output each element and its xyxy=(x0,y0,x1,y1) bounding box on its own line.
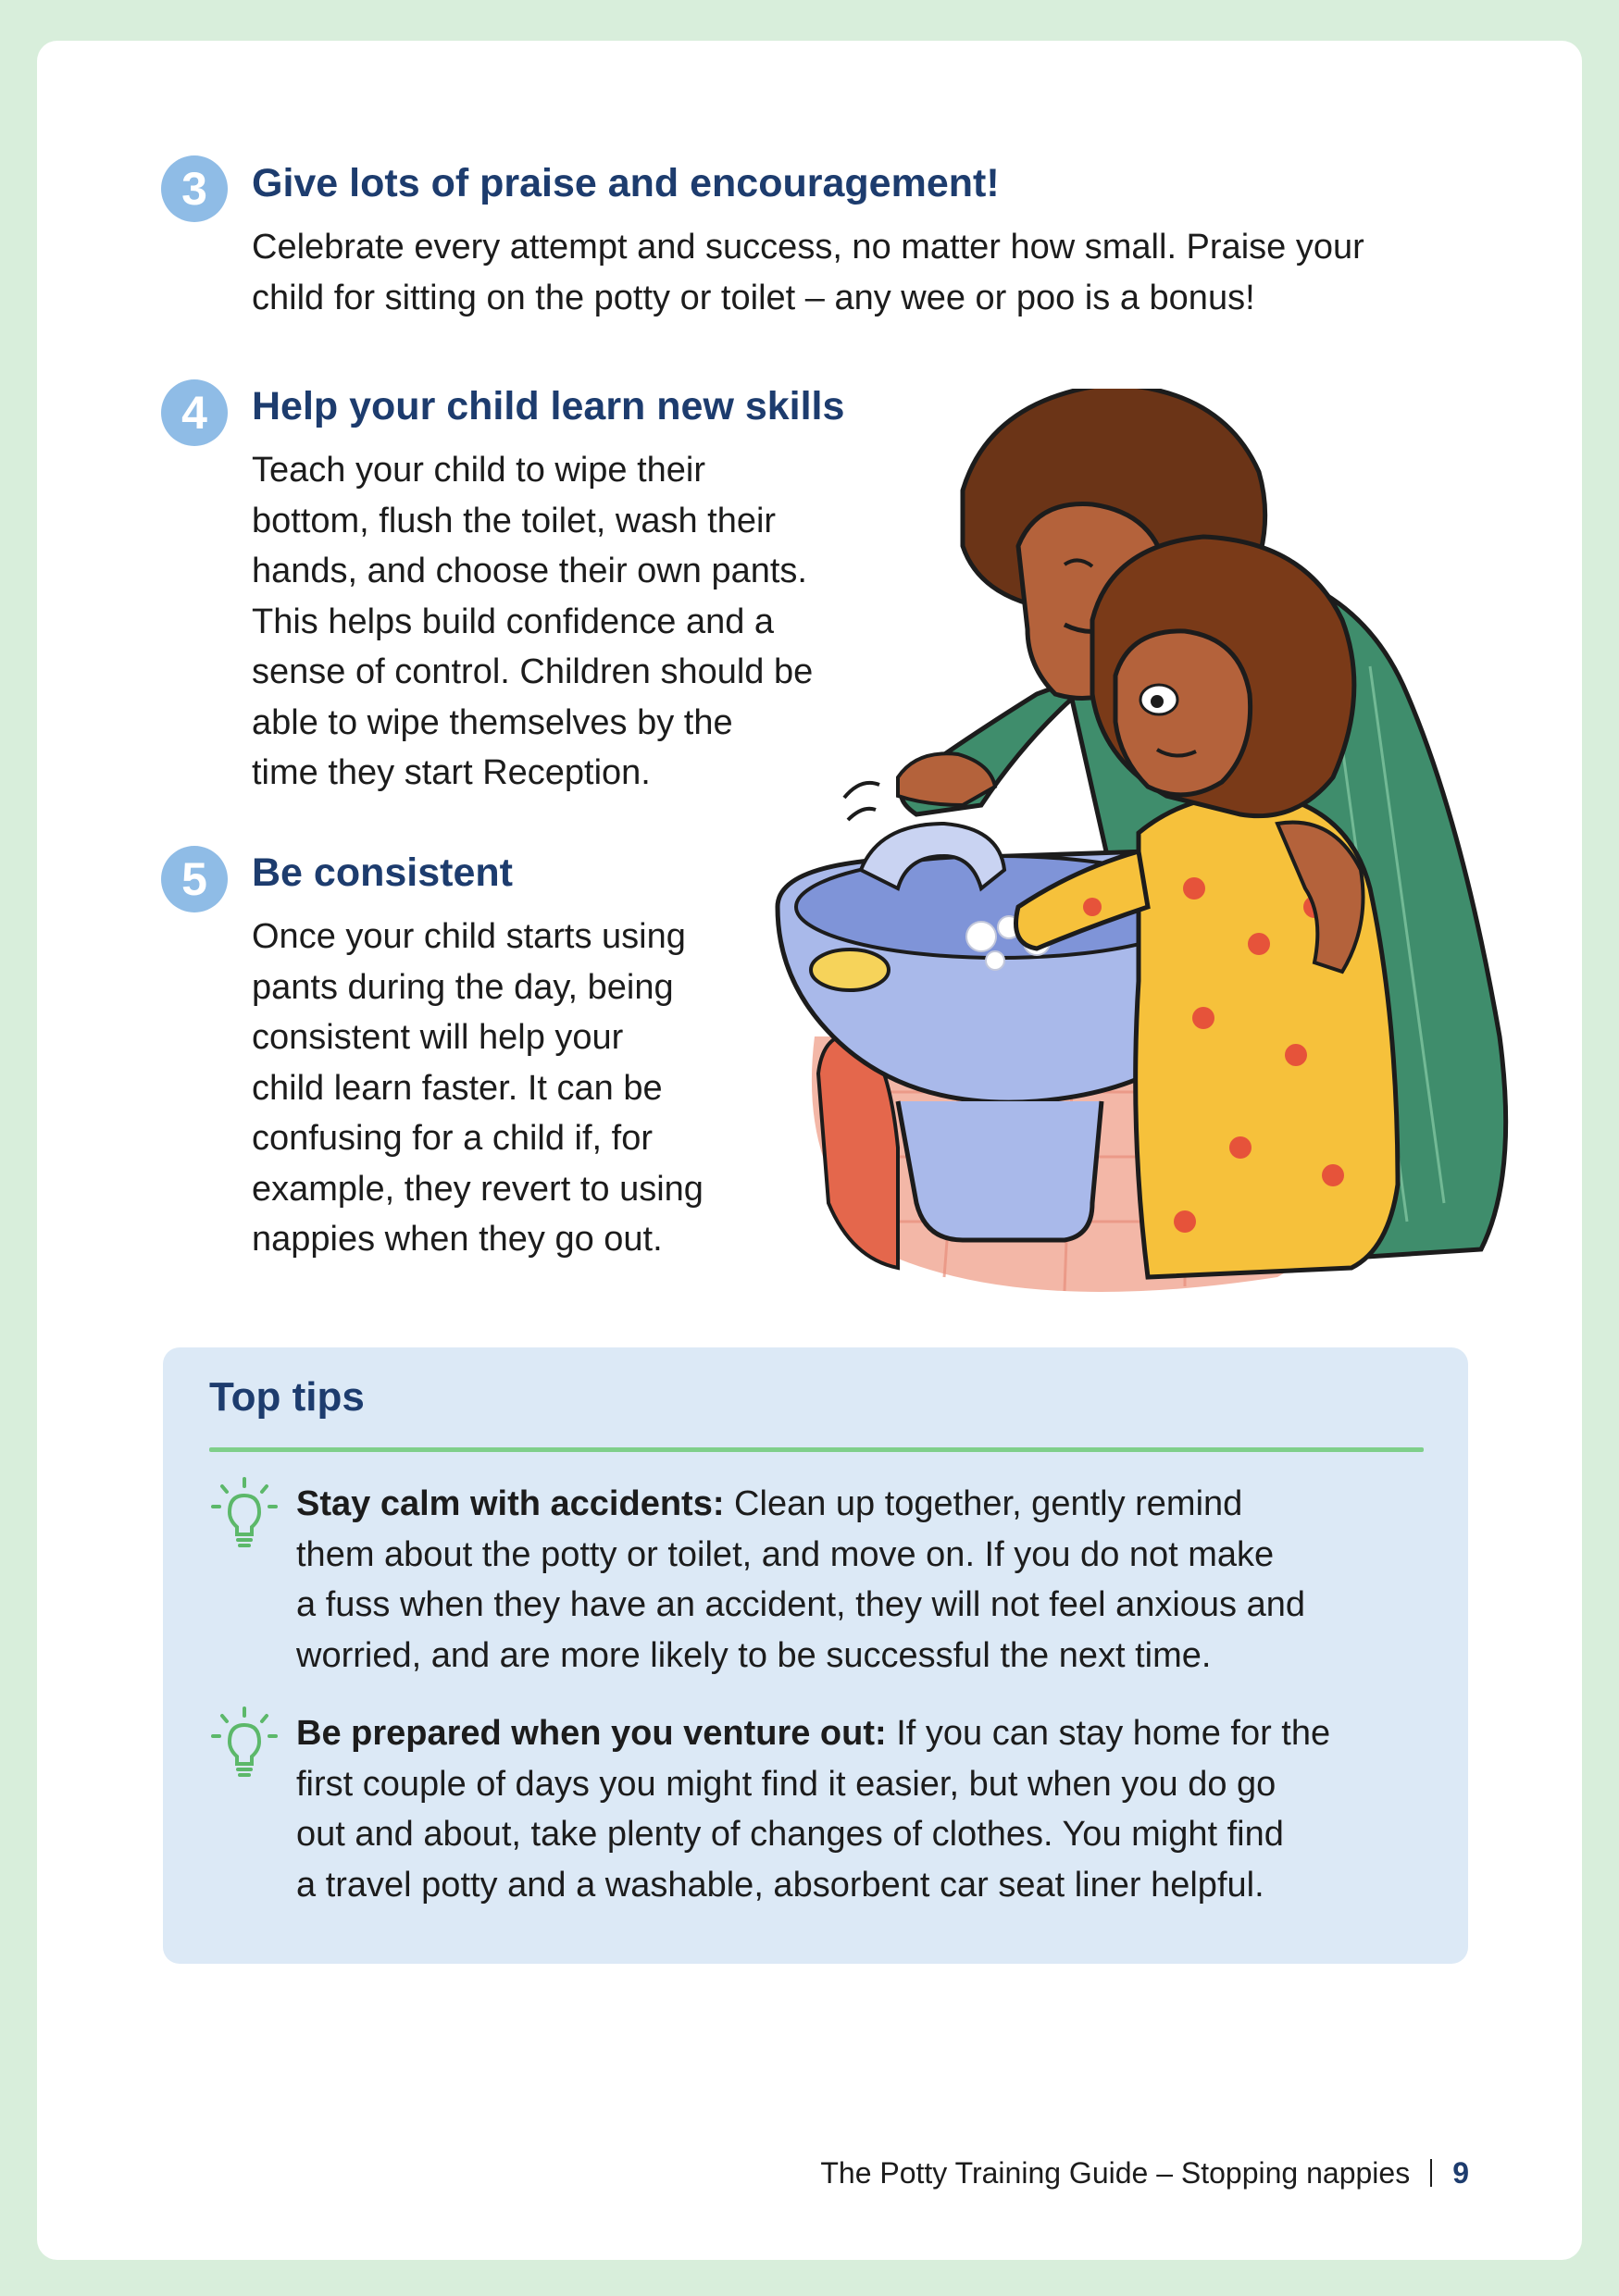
text-line: This helps build confidence and a xyxy=(252,602,775,641)
text-line: time they start Reception. xyxy=(252,753,651,792)
divider xyxy=(209,1447,1424,1452)
lightbulb-icon xyxy=(209,1477,280,1551)
tip-lead: Be prepared when you venture out: xyxy=(296,1714,887,1753)
text-line: sense of control. Children should be xyxy=(252,652,814,691)
text-line: child learn faster. It can be xyxy=(252,1068,663,1108)
tip-text-line: worried, and are more likely to be successful the next time. xyxy=(296,1635,1212,1675)
tip-item xyxy=(296,1708,1444,1910)
text-line: bottom, flush the toilet, wash their xyxy=(252,501,777,540)
tip-text-line: first couple of days you might find it easier, but when you do go xyxy=(296,1764,1277,1804)
text-line: Teach your child to wipe their xyxy=(252,451,706,490)
tip-text-line: a fuss when they have an accident, they will not feel anxious and xyxy=(296,1585,1306,1624)
step-heading: Be consistent xyxy=(252,850,513,895)
text-line: able to wipe themselves by the xyxy=(252,702,733,742)
lightbulb-icon xyxy=(209,1706,280,1781)
tip-text-line: them about the potty or toilet, and move on. If you do not make xyxy=(296,1534,1275,1574)
top-tips-box xyxy=(163,1347,1468,1964)
tip-item xyxy=(296,1479,1444,1681)
motion-lines xyxy=(844,783,879,820)
divider xyxy=(1430,2159,1432,2187)
step-body xyxy=(252,912,704,1265)
soap xyxy=(811,949,889,990)
guide-title: The Potty Training Guide – Stopping nappies xyxy=(820,2156,1411,2190)
tip-text-line: Clean up together, gently remind xyxy=(724,1484,1243,1523)
tip-text-line: a travel potty and a washable, absorbent car seat liner helpful. xyxy=(296,1865,1264,1905)
page-footer xyxy=(820,2154,1469,2191)
text-line: example, they revert to using xyxy=(252,1169,704,1209)
tip-text-line: If you can stay home for the xyxy=(886,1714,1331,1753)
child-face xyxy=(1115,631,1251,795)
text-line: hands, and choose their own pants. xyxy=(252,552,807,590)
step-body xyxy=(252,445,813,799)
step-heading: Help your child learn new skills xyxy=(252,384,845,428)
text-line: child for sitting on the potty or toilet – any wee or poo is a bonus! xyxy=(252,278,1255,317)
handwashing-illustration xyxy=(759,389,1555,1296)
step-body xyxy=(252,222,1364,323)
text-line: consistent will help your xyxy=(252,1018,624,1057)
tip-lead: Stay calm with accidents: xyxy=(296,1484,725,1523)
step-number-badge: 5 xyxy=(161,846,228,912)
step-heading: Give lots of praise and encouragement! xyxy=(252,161,1000,205)
text-line: pants during the day, being xyxy=(252,967,674,1007)
page-number: 9 xyxy=(1452,2156,1469,2190)
step-number-badge: 3 xyxy=(161,155,228,222)
sink-pedestal xyxy=(898,1101,1102,1240)
top-tips-heading: Top tips xyxy=(209,1374,365,1420)
text-line: Celebrate every attempt and success, no matter how small. Praise your xyxy=(252,228,1364,267)
step-number-badge: 4 xyxy=(161,379,228,446)
tip-text-line: out and about, take plenty of changes of clothes. You might find xyxy=(296,1815,1284,1854)
text-line: nappies when they go out. xyxy=(252,1220,663,1259)
text-line: Once your child starts using xyxy=(252,917,686,956)
text-line: confusing for a child if, for xyxy=(252,1119,653,1158)
page xyxy=(37,41,1582,2260)
